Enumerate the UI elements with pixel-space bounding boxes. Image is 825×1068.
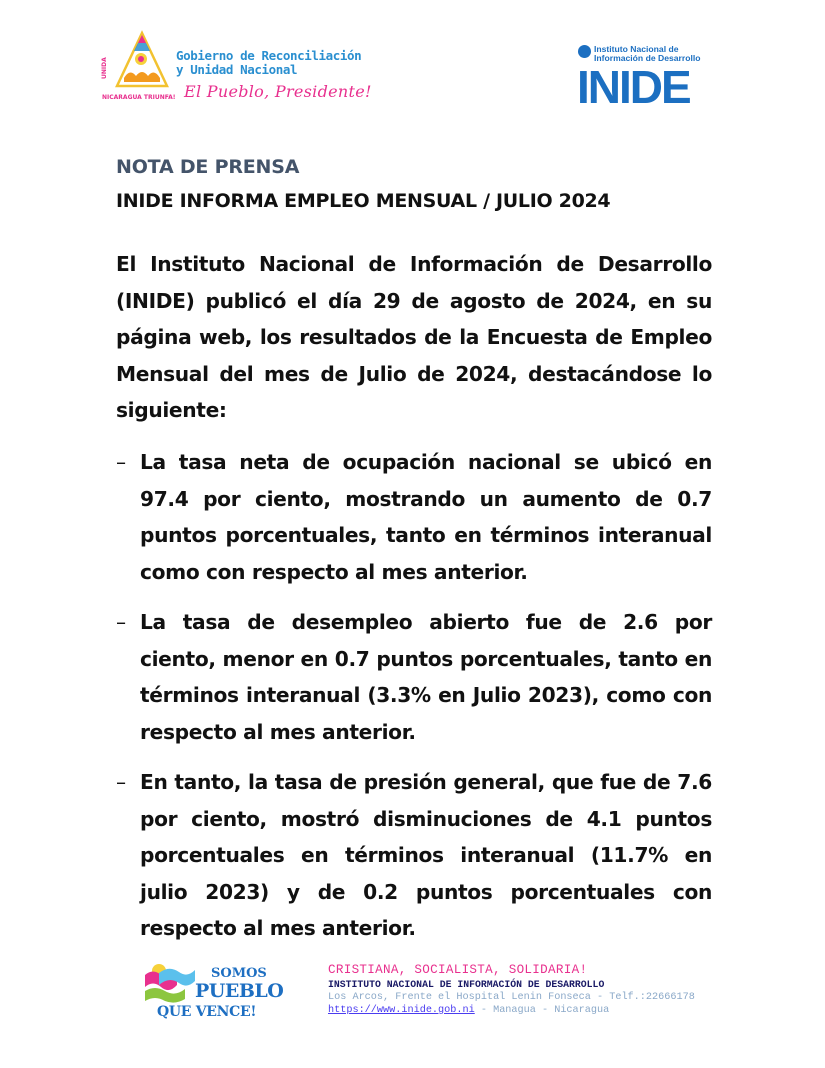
somos-line3: QUE VENCE! [157,1004,257,1020]
bullet-dash-icon: – [116,610,126,634]
intro-paragraph: El Instituto Nacional de Información de Desarrollo (INIDE) publicó el día 29 de agosto de 2024, en su página web, los resultados de la Encuesta de Empleo Mensual del mes de Julio de 2024, destacándose lo siguiente: [116,252,712,422]
somos-pueblo-logo [145,963,284,1025]
inide-logo [577,43,716,113]
inide-wordmark: INIDE [577,61,690,113]
government-slogan: El Pueblo, Presidente! [184,82,372,101]
bullet-dash-icon: – [116,770,126,794]
list-item-text: La tasa de desempleo abierto fue de 2.6 por ciento, menor en 0.7 puntos porcentuales, tanto en términos interanual (3.3% en Julio 2023), como con respecto al mes anterior. [140,610,712,744]
bullet-dash-icon: – [116,450,126,474]
government-name-line1: Gobierno de Reconciliación [176,48,362,63]
inide-dot-icon [578,45,591,58]
page-title: INIDE INFORMA EMPLEO MENSUAL / JULIO 2024 [116,190,611,212]
footer-institution: INSTITUTO NACIONAL DE INFORMACIÓN DE DESARROLLO [328,979,605,990]
government-name-line2: y Unidad Nacional [176,62,298,77]
emblem-side-text: UNIDA [101,57,108,79]
highlights-list [116,444,712,961]
footer-web-line [328,1004,695,1017]
website-link[interactable]: https://www.inide.gob.ni [328,1005,475,1016]
footer-motto: CRISTIANA, SOCIALISTA, SOLIDARIA! [328,963,588,977]
footer-contact [328,963,695,1017]
list-item-text: En tanto, la tasa de presión general, que fue de 7.6 por ciento, mostró disminuciones de 4.1 puntos porcentuales en términos interanual (11.7% en julio 2023) y de 0.2 puntos porcentuales con respecto al mes anterior. [140,770,712,940]
footer-address: Los Arcos, Frente el Hospital Lenin Fonseca - Telf.:22666178 [328,992,695,1003]
somos-line1: SOMOS [211,966,267,981]
list-item-text: La tasa neta de ocupación nacional se ubicó en 97.4 por ciento, mostrando un aumento de 0.7 puntos porcentuales, tanto en términos interanual como con respecto al mes anterior. [140,450,712,584]
emblem-bottom-text: NICARAGUA TRIUNFA! [102,94,176,101]
inide-subtitle-line2: Información de Desarrollo [594,53,701,63]
inide-subtitle-line1: Instituto Nacional de [594,44,679,54]
list-item [116,604,712,750]
footer-location: - Managua - Nicaragua [474,1005,610,1016]
somos-line2: PUEBLO [195,980,284,1002]
list-item [116,444,712,590]
press-release-label: NOTA DE PRENSA [116,156,300,178]
government-emblem-icon [112,30,170,90]
government-logo [100,30,380,110]
list-item [116,764,712,947]
somos-pueblo-waves-icon [145,963,195,1003]
